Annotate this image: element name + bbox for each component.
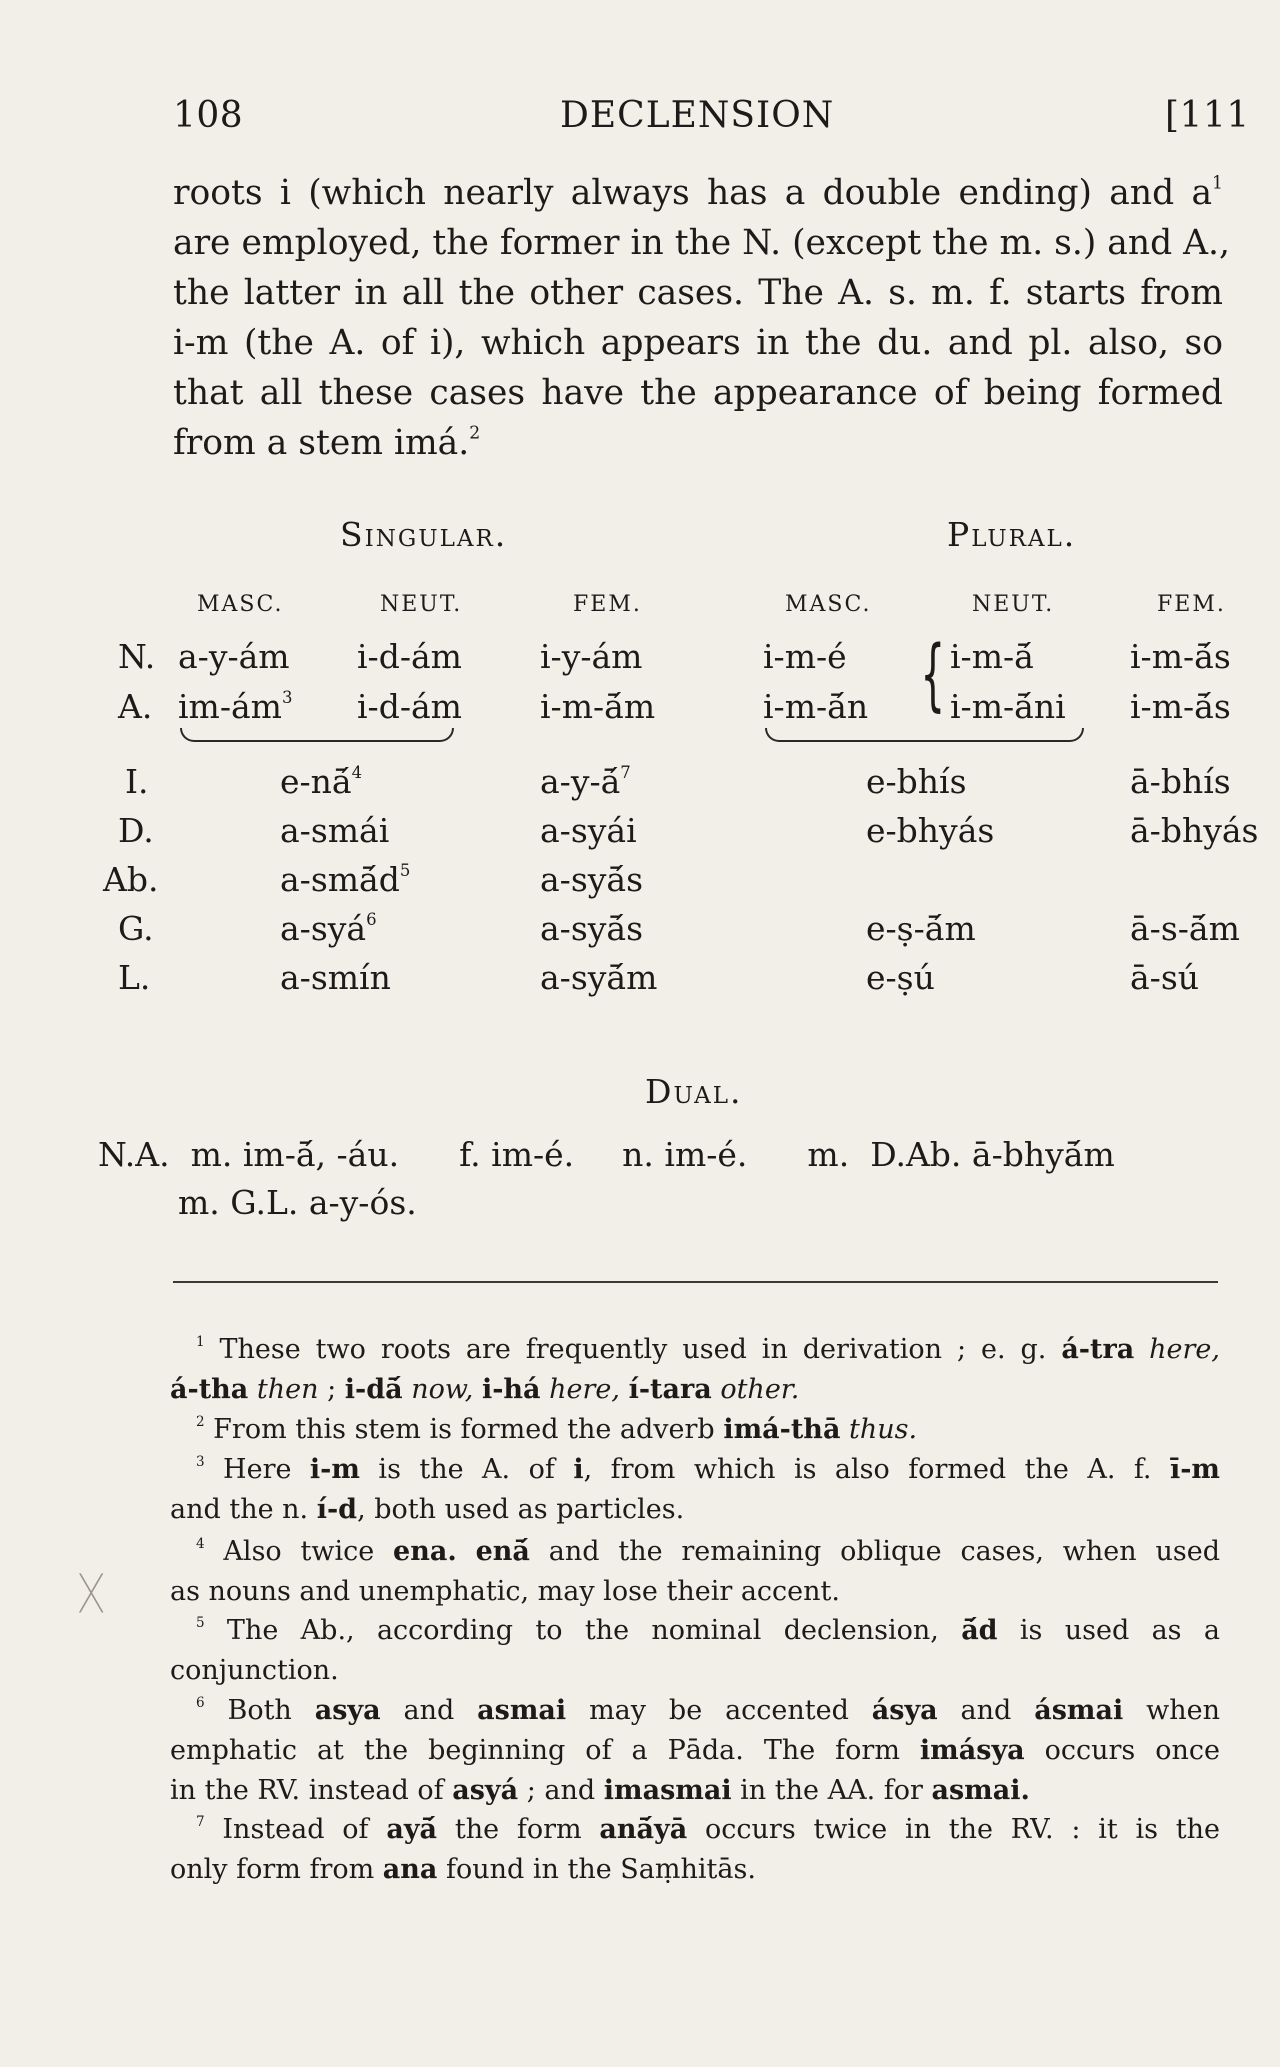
footnote-line: $^2$ From this stem is formed the adverb imá-thā thus. — [196, 1413, 918, 1445]
underbrace-plural — [765, 728, 1084, 742]
form-cell: e-bhyás — [866, 811, 995, 850]
form-cell: ā-bhís — [1130, 762, 1231, 801]
footnote-line: $^4$ Also twice ena. enā́ and the remaining oblique cases, when used — [196, 1535, 1220, 1567]
footnote-line: $^3$ Here i-m is the A. of i, from which is also formed the A. f. ī-m — [196, 1453, 1221, 1485]
footnote-line: emphatic at the beginning of a Pāda. The form imásya occurs once — [170, 1735, 1220, 1766]
footnote — [170, 1410, 1220, 1450]
gender-header: FEM. — [573, 592, 642, 617]
case-label: G. — [118, 909, 154, 948]
gender-header: NEUT. — [380, 592, 463, 617]
plural-heading: Plural. — [947, 515, 1077, 554]
form-cell: a-y-ā́$^7$ — [540, 762, 631, 801]
footnote-number: 6 — [196, 1694, 205, 1711]
footnote — [170, 1611, 1220, 1691]
form-cell: a-syā́m — [540, 958, 658, 997]
form-cell: a-y-ám — [178, 637, 290, 676]
footnote-ref: 4 — [351, 763, 363, 783]
margin-pencil-mark: ᚷ — [78, 1568, 105, 1619]
footnote-line: $^6$ Both asya and asmai may be accented ásya and ásmai when — [196, 1694, 1221, 1726]
form-cell: ā-sú — [1130, 958, 1200, 997]
gender-header: FEM. — [1157, 592, 1226, 617]
form-cell: e-nā́$^4$ — [280, 762, 363, 801]
footnote-line: and the n. í-d, both used as particles. — [170, 1494, 685, 1525]
form-cell: i-m-ā́s — [1130, 687, 1231, 726]
form-cell: i-m-ā́ — [950, 637, 1034, 676]
left-brace: { — [920, 630, 946, 720]
footnote — [170, 1532, 1220, 1612]
singular-heading: Singular. — [340, 515, 508, 554]
underbrace-singular — [180, 728, 454, 742]
gender-header: MASC. — [785, 592, 872, 617]
footnote-ref: 7 — [620, 763, 631, 783]
footnote — [170, 1691, 1220, 1811]
footnote-number: 1 — [196, 1333, 205, 1350]
case-label: I. — [125, 762, 149, 801]
form-cell: i-m-ā́n — [763, 687, 869, 726]
form-cell: i-y-ám — [540, 637, 643, 676]
form-cell: a-syā́s — [540, 860, 644, 899]
footnote-line: $^7$ Instead of ayā́ the form anā́yā occurs twice in the RV. : it is the — [196, 1813, 1220, 1845]
form-cell: a-smín — [280, 958, 391, 997]
footnote — [170, 1450, 1220, 1530]
dual-line: m. G.L. a-y-ós. — [178, 1183, 417, 1222]
footnote-line: in the RV. instead of asyá ; and imasmai in the AA. for asmai. — [170, 1775, 1030, 1806]
dual-heading: Dual. — [645, 1072, 743, 1111]
footnote-number: 5 — [196, 1614, 205, 1631]
page-number: 108 — [173, 95, 244, 136]
running-title: DECLENSION — [560, 95, 835, 136]
form-cell: i-m-ā́ni — [950, 687, 1066, 726]
form-cell: i-d-ám — [357, 687, 462, 726]
dual-line: N.A. m. im-ā́, -áu. f. im-é. n. im-é. m. D.Ab. ā-bhyā́m — [98, 1135, 1115, 1174]
footnote — [170, 1330, 1220, 1410]
form-cell: e-ṣ-ā́m — [866, 909, 976, 948]
footnote-number: 3 — [196, 1453, 205, 1470]
gender-header: NEUT. — [972, 592, 1055, 617]
intro-line: roots i (which nearly always has a double ending) and $a^1$ — [173, 173, 1223, 213]
footnote-ref: 5 — [399, 861, 411, 881]
footnote-ref: 3 — [281, 688, 293, 708]
footnote-rule — [173, 1281, 1218, 1283]
form-cell: ā-bhyás — [1130, 811, 1259, 850]
case-label: L. — [118, 958, 151, 997]
footnote-line: only form from ana found in the Saṃhitās. — [170, 1854, 756, 1885]
case-label: Ab. — [103, 860, 159, 899]
footnote-number: 7 — [196, 1813, 205, 1830]
intro-line: that all these cases have the appearance of being formed — [173, 373, 1223, 413]
case-label: N. — [118, 637, 156, 676]
form-cell: a-smái — [280, 811, 390, 850]
intro-paragraph — [173, 168, 1230, 468]
form-cell: i-m-ā́m — [540, 687, 656, 726]
case-label: A. — [118, 687, 153, 726]
form-cell: i-m-é — [763, 637, 847, 676]
footnote-ref: 2 — [469, 423, 481, 444]
form-cell: a-syái — [540, 811, 637, 850]
gender-header: MASC. — [197, 592, 284, 617]
form-cell: a-syá$^6$ — [280, 909, 377, 948]
footnote-number: 4 — [196, 1535, 205, 1552]
footnote-number: 2 — [196, 1413, 205, 1430]
footnote-line: $^5$ The Ab., according to the nominal declension, ā́d is used as a — [196, 1614, 1220, 1646]
intro-line: i-m (the A. of i), which appears in the du. and pl. also, so — [173, 323, 1223, 363]
form-cell: i-d-ám — [357, 637, 462, 676]
footnote-ref: 6 — [366, 910, 377, 930]
footnote-line: conjunction. — [170, 1655, 339, 1686]
intro-line: from a stem imá.$^2$ — [173, 423, 481, 463]
form-cell: i-m-ā́s — [1130, 637, 1231, 676]
footnote-ref: 1 — [1212, 173, 1223, 194]
case-label: D. — [118, 811, 154, 850]
form-cell: e-ṣú — [866, 958, 935, 997]
intro-line: the latter in all the other cases. The A. s. m. f. starts from — [173, 273, 1223, 313]
footnote — [170, 1810, 1220, 1890]
form-cell: e-bhís — [866, 762, 967, 801]
footnote-line: á-tha then ; i-dā́ now, i-há here, í-tara other. — [170, 1374, 800, 1405]
intro-line: are employed, the former in the N. (except the m. s.) and A., — [173, 223, 1230, 263]
form-cell: $a-smā́d^5$ — [280, 860, 411, 899]
section-number: [111 — [1165, 95, 1250, 136]
footnote-line: $^1$ These two roots are frequently used in derivation ; e. g. á-tra here, — [196, 1333, 1220, 1365]
footnote-line: as nouns and unemphatic, may lose their accent. — [170, 1576, 840, 1607]
form-cell: a-syā́s — [540, 909, 644, 948]
form-cell: $im-ám^3$ — [178, 687, 293, 726]
form-cell: ā-s-ā́m — [1130, 909, 1240, 948]
